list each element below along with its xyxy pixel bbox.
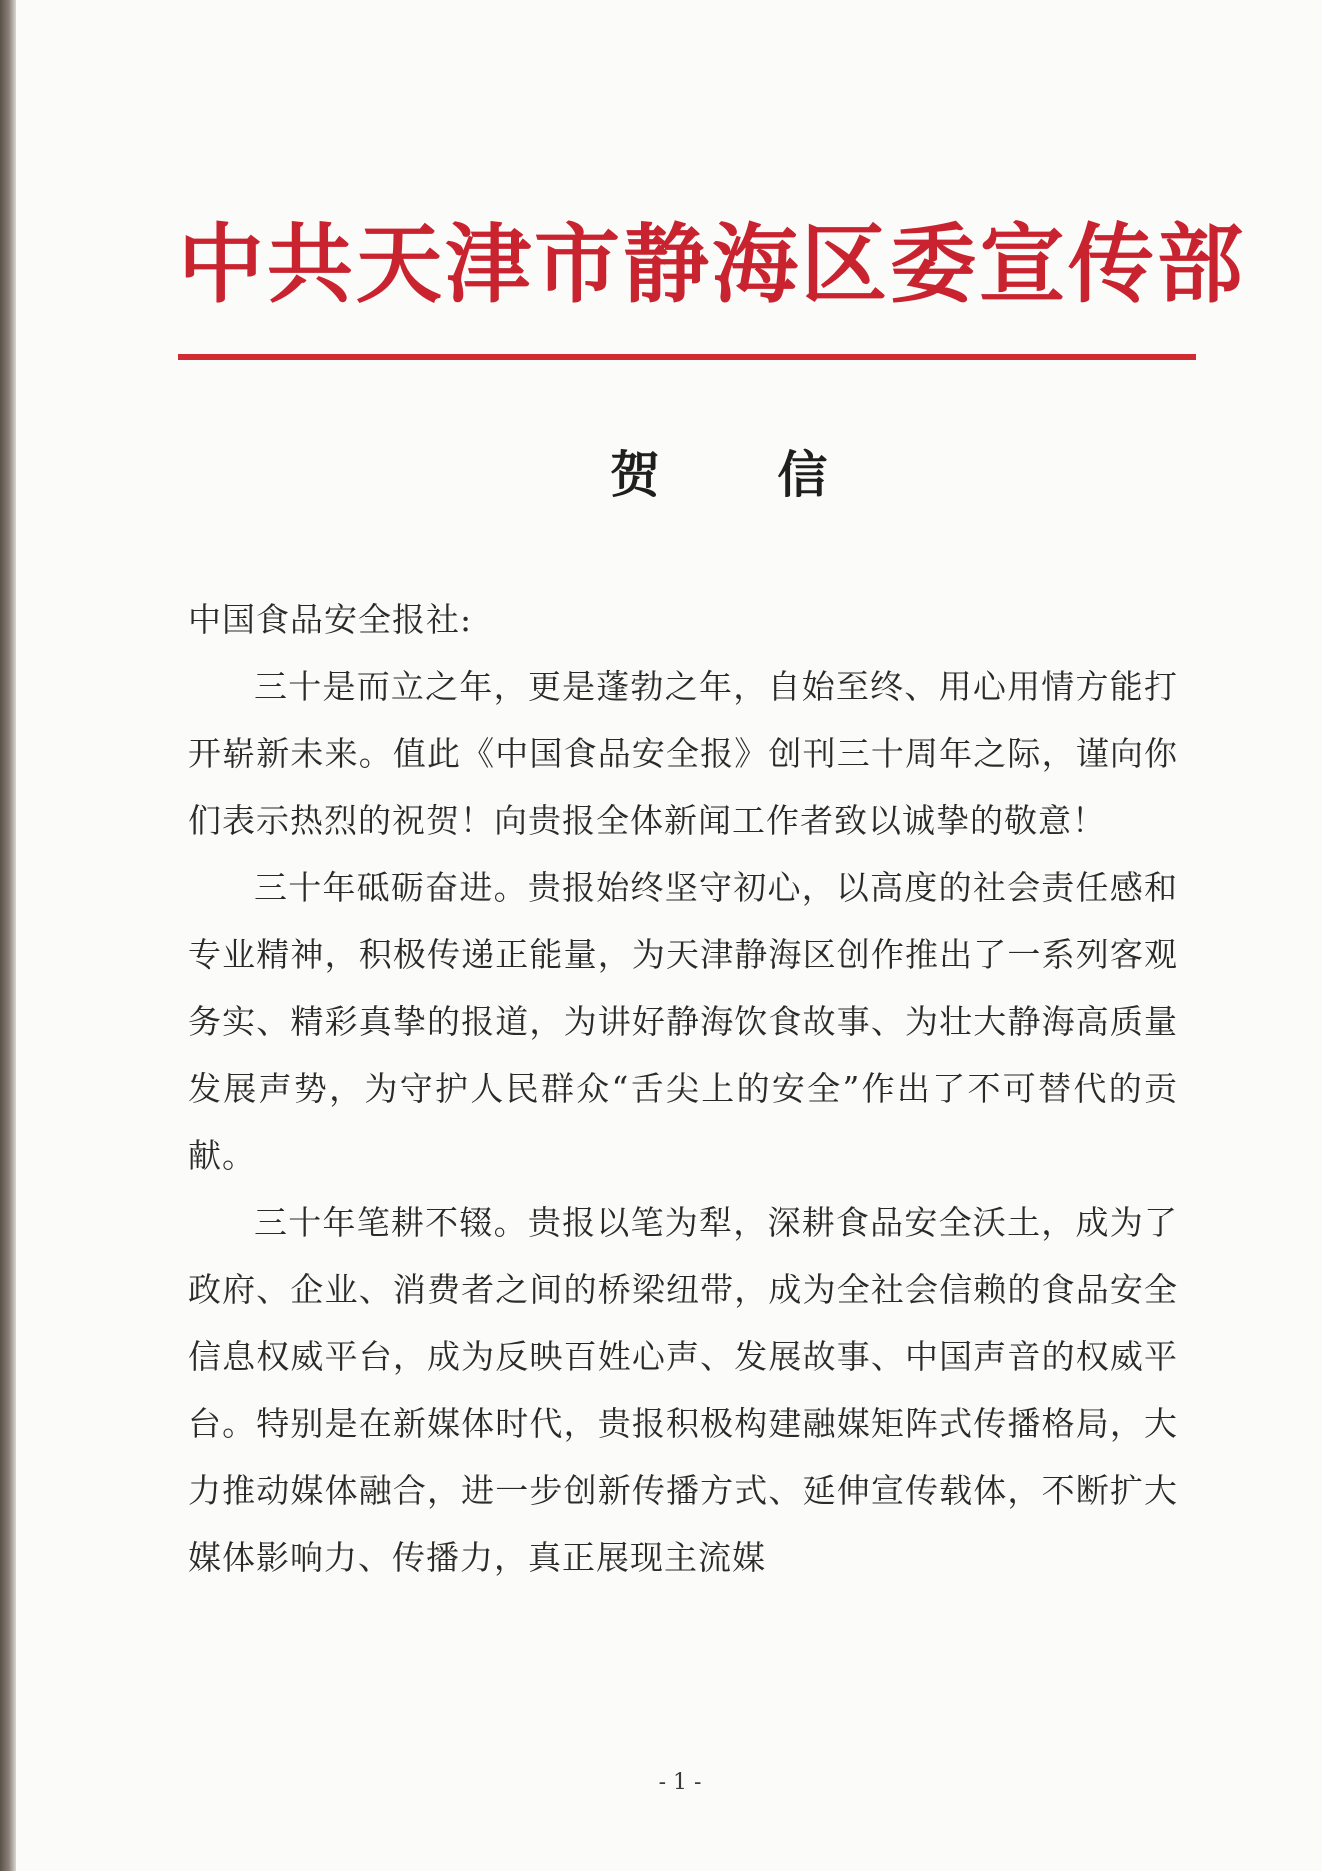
salutation: 中国食品安全报社: <box>188 600 473 639</box>
paragraph-thirty-years-writing: 三十年笔耕不辍。贵报以笔为犁，深耕食品安全沃土，成为了政府、企业、消费者之间的桥梁纽带，成为全社会信赖的食品安全信息权威平台，成为反映百姓心声、发展故事、中国声音的权威平台。特别是在新媒体时代，贵报积极构建融媒矩阵式传播格局，大力推动媒体融合，进一步创新传播方式、延伸宣传载体，不断扩大媒体影响力、传播力，真正展现主流媒 <box>188 1203 1178 1577</box>
letter-title: 贺 信 <box>610 445 878 504</box>
paragraph-congratulations: 三十是而立之年，更是蓬勃之年，自始至终、用心用情方能打开崭新未来。值此《中国食品安全报》创刊三十周年之际，谨向你们表示热烈的祝贺！向贵报全体新闻工作者致以诚挚的敬意！ <box>188 667 1178 840</box>
letterhead-organization: 中共天津市静海区委宣传部 <box>178 214 1246 315</box>
scan-shadow-edge <box>0 0 16 1871</box>
letterhead-divider <box>178 354 1196 360</box>
letter-body <box>188 586 1178 1666</box>
paragraph-thirty-years-progress: 三十年砥砺奋进。贵报始终坚守初心，以高度的社会责任感和专业精神，积极传递正能量，为天津静海区创作推出了一系列客观务实、精彩真挚的报道，为讲好静海饮食故事、为壮大静海高质量发展声势，为守护人民群众“舌尖上的安全”作出了不可替代的贡献。 <box>188 868 1178 1175</box>
page-number: - 1 - <box>658 1770 702 1795</box>
